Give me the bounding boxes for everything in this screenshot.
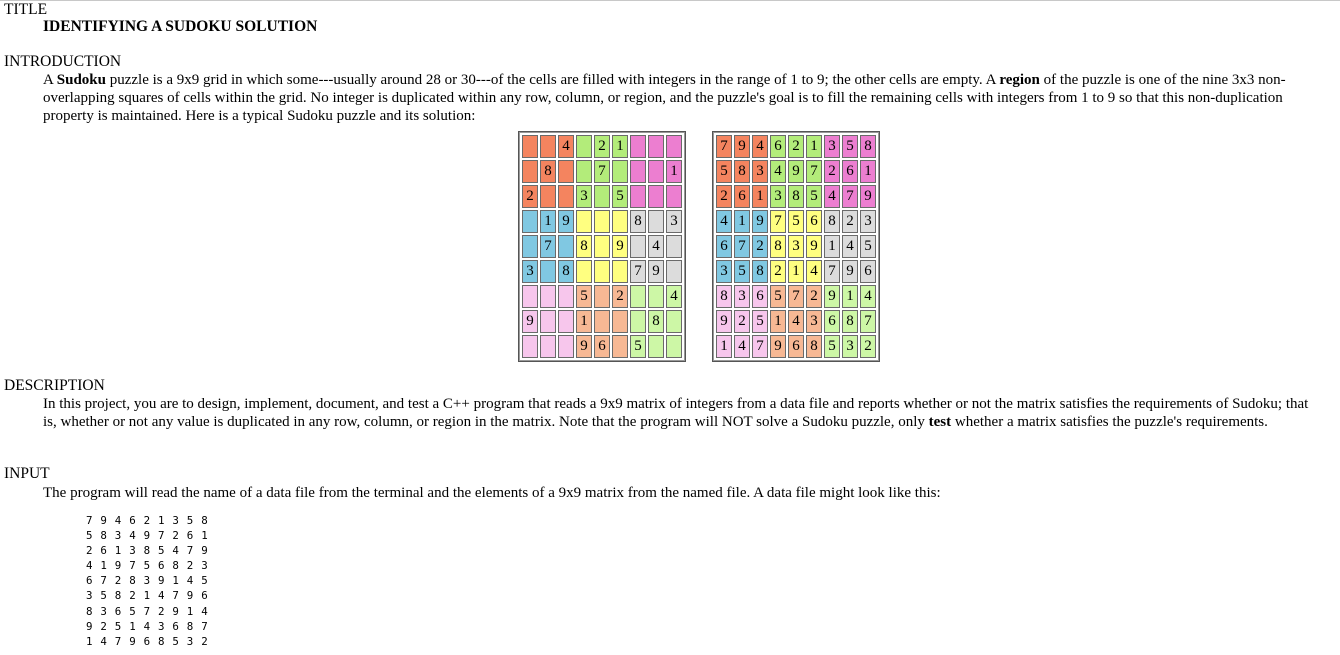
grid-row xyxy=(522,160,682,183)
grid-cell: 6 xyxy=(716,235,732,258)
grid-cell xyxy=(648,185,664,208)
input-heading: INPUT xyxy=(4,465,50,482)
grid-cell xyxy=(540,310,556,333)
grid-cell: 2 xyxy=(770,260,786,283)
grid-cell: 7 xyxy=(716,135,732,158)
solution-table xyxy=(714,133,878,360)
grid-cell xyxy=(666,310,682,333)
grid-cell xyxy=(522,210,538,233)
grid-cell: 7 xyxy=(734,235,750,258)
grid-cell: 8 xyxy=(716,285,732,308)
grid-cell: 5 xyxy=(860,235,876,258)
data-file-example xyxy=(86,513,208,649)
grid-row xyxy=(716,335,876,358)
grid-cell: 9 xyxy=(558,210,574,233)
grid-cell xyxy=(576,210,592,233)
grid-cell: 8 xyxy=(752,260,768,283)
desc-text-1: In this project, you are to design, implement, document, and test a C++ program that reads a 9x9 matrix of integers from a data file and reports whether or not the matrix satisfies the requirements of Sudoku; that is, whether or not any value is duplicated in any row, column, or region in the matrix. Note that the program will NOT solve a Sudoku puzzle, only xyxy=(43,396,1309,430)
grid-cell xyxy=(540,285,556,308)
grid-cell: 5 xyxy=(734,260,750,283)
grid-cell: 3 xyxy=(824,135,840,158)
grid-cell: 7 xyxy=(770,210,786,233)
grid-cell: 9 xyxy=(716,310,732,333)
grid-cell: 8 xyxy=(824,210,840,233)
grid-row xyxy=(522,210,682,233)
grid-cell: 5 xyxy=(788,210,804,233)
data-file-line: 9 2 5 1 4 3 6 8 7 xyxy=(86,619,209,633)
title-heading: TITLE xyxy=(4,1,48,18)
grid-cell: 9 xyxy=(734,135,750,158)
data-file-line: 1 4 7 9 6 8 5 3 2 xyxy=(86,634,209,648)
grid-cell: 8 xyxy=(630,210,646,233)
grid-cell xyxy=(612,210,628,233)
grid-cell: 2 xyxy=(788,135,804,158)
grid-cell: 5 xyxy=(612,185,628,208)
grid-cell: 6 xyxy=(734,185,750,208)
grid-cell xyxy=(594,285,610,308)
grid-cell xyxy=(594,235,610,258)
grid-cell: 4 xyxy=(806,260,822,283)
desc-text-2: whether a matrix satisfies the puzzle's requirements. xyxy=(951,414,1268,430)
intro-text-2: puzzle is a 9x9 grid in which some---usually around 28 or 30---of the cells are filled with integers in the range of 1 to 9; the other cells are empty. A xyxy=(105,72,1000,88)
grid-cell: 7 xyxy=(540,235,556,258)
grid-cell: 4 xyxy=(842,235,858,258)
grid-cell: 9 xyxy=(576,335,592,358)
grid-cell: 4 xyxy=(666,285,682,308)
grid-cell: 3 xyxy=(666,210,682,233)
grid-cell: 1 xyxy=(666,160,682,183)
grid-cell: 1 xyxy=(540,210,556,233)
grid-cell: 6 xyxy=(824,310,840,333)
grid-cell: 4 xyxy=(734,335,750,358)
grid-cell: 9 xyxy=(824,285,840,308)
grid-cell xyxy=(666,335,682,358)
grid-row xyxy=(522,335,682,358)
grid-cell: 4 xyxy=(752,135,768,158)
grid-cell: 3 xyxy=(842,335,858,358)
data-file-line: 7 9 4 6 2 1 3 5 8 xyxy=(86,514,209,527)
intro-text-1: A xyxy=(43,72,57,88)
grid-cell xyxy=(558,335,574,358)
grid-cell: 8 xyxy=(734,160,750,183)
grid-cell: 8 xyxy=(788,185,804,208)
grid-cell: 9 xyxy=(522,310,538,333)
grid-row xyxy=(716,185,876,208)
grid-cell xyxy=(630,135,646,158)
grid-cell: 1 xyxy=(576,310,592,333)
grid-cell xyxy=(648,335,664,358)
grid-cell xyxy=(522,235,538,258)
grid-cell: 3 xyxy=(522,260,538,283)
introduction-paragraph xyxy=(43,71,1323,125)
grid-cell: 9 xyxy=(648,260,664,283)
grid-cell: 6 xyxy=(788,335,804,358)
grid-cell: 3 xyxy=(806,310,822,333)
grid-cell xyxy=(594,210,610,233)
grid-cell xyxy=(522,160,538,183)
sudoku-solution-grid xyxy=(712,131,880,362)
grid-cell xyxy=(630,285,646,308)
grid-cell: 5 xyxy=(576,285,592,308)
grid-cell: 7 xyxy=(788,285,804,308)
grid-cell: 7 xyxy=(860,310,876,333)
grid-cell xyxy=(522,135,538,158)
grid-row xyxy=(522,235,682,258)
grid-cell xyxy=(630,185,646,208)
grid-cell: 7 xyxy=(806,160,822,183)
grid-cell: 6 xyxy=(770,135,786,158)
grid-cell: 5 xyxy=(842,135,858,158)
grid-cell: 1 xyxy=(734,210,750,233)
grid-cell xyxy=(540,260,556,283)
grid-row xyxy=(716,160,876,183)
grid-cell: 7 xyxy=(752,335,768,358)
grid-cell: 8 xyxy=(576,235,592,258)
grid-cell xyxy=(612,160,628,183)
grid-cell xyxy=(648,210,664,233)
grid-cell: 4 xyxy=(716,210,732,233)
grid-cell: 9 xyxy=(752,210,768,233)
grid-cell xyxy=(576,160,592,183)
intro-term-sudoku: Sudoku xyxy=(56,72,106,88)
grid-cell: 1 xyxy=(752,185,768,208)
grid-cell: 1 xyxy=(806,135,822,158)
grid-cell: 3 xyxy=(734,285,750,308)
grid-cell: 2 xyxy=(842,210,858,233)
grid-cell xyxy=(612,310,628,333)
grid-cell: 1 xyxy=(860,160,876,183)
description-paragraph xyxy=(43,395,1318,431)
grid-cell xyxy=(522,285,538,308)
grid-cell: 5 xyxy=(752,310,768,333)
grid-row xyxy=(522,310,682,333)
grid-cell: 3 xyxy=(716,260,732,283)
data-file-line: 5 8 3 4 9 7 2 6 1 xyxy=(86,529,209,543)
introduction-heading: INTRODUCTION xyxy=(4,53,122,70)
grid-cell xyxy=(648,135,664,158)
grid-cell xyxy=(594,260,610,283)
grid-cell: 2 xyxy=(752,235,768,258)
grid-cell: 9 xyxy=(612,235,628,258)
grid-cell xyxy=(522,335,538,358)
grid-cell: 1 xyxy=(770,310,786,333)
grid-cell: 8 xyxy=(648,310,664,333)
grid-cell: 2 xyxy=(734,310,750,333)
grid-cell: 7 xyxy=(842,185,858,208)
grid-cell: 1 xyxy=(788,260,804,283)
grid-row xyxy=(716,310,876,333)
grid-row xyxy=(522,185,682,208)
grid-cell xyxy=(558,310,574,333)
grid-cell: 1 xyxy=(824,235,840,258)
grid-cell: 8 xyxy=(770,235,786,258)
sudoku-puzzle-grid xyxy=(518,131,686,362)
data-file-line: 3 5 8 2 1 4 7 9 6 xyxy=(86,589,209,603)
grid-cell: 6 xyxy=(842,160,858,183)
grid-cell xyxy=(612,335,628,358)
grid-cell: 9 xyxy=(788,160,804,183)
grid-cell: 9 xyxy=(860,185,876,208)
grid-cell xyxy=(630,310,646,333)
data-file-line: 4 1 9 7 5 6 8 2 3 xyxy=(86,559,209,573)
grid-cell xyxy=(666,135,682,158)
data-file-line: 2 6 1 3 8 5 4 7 9 xyxy=(86,544,209,558)
grid-cell xyxy=(612,260,628,283)
grid-cell: 2 xyxy=(716,185,732,208)
grid-cell xyxy=(666,185,682,208)
grid-cell: 5 xyxy=(770,285,786,308)
grid-row xyxy=(716,260,876,283)
grid-cell: 6 xyxy=(594,335,610,358)
grid-cell: 1 xyxy=(612,135,628,158)
grid-cell: 6 xyxy=(806,210,822,233)
grid-cell: 6 xyxy=(752,285,768,308)
grid-cell: 2 xyxy=(522,185,538,208)
grid-cell: 8 xyxy=(806,335,822,358)
grid-cell xyxy=(594,185,610,208)
grid-cell xyxy=(630,235,646,258)
grid-cell xyxy=(594,310,610,333)
grid-cell: 4 xyxy=(824,185,840,208)
grid-cell: 7 xyxy=(630,260,646,283)
grid-cell xyxy=(558,235,574,258)
grid-cell: 7 xyxy=(594,160,610,183)
grid-cell: 4 xyxy=(648,235,664,258)
grid-cell: 2 xyxy=(860,335,876,358)
grid-cell xyxy=(666,235,682,258)
grid-cell: 5 xyxy=(806,185,822,208)
grid-cell: 8 xyxy=(558,260,574,283)
grid-cell: 8 xyxy=(540,160,556,183)
grid-cell xyxy=(576,260,592,283)
grid-cell: 2 xyxy=(824,160,840,183)
grid-row xyxy=(716,235,876,258)
grid-cell: 3 xyxy=(770,185,786,208)
intro-term-region: region xyxy=(999,72,1040,88)
grid-cell: 5 xyxy=(824,335,840,358)
grid-cell: 5 xyxy=(630,335,646,358)
grid-cell: 8 xyxy=(842,310,858,333)
grid-cell: 2 xyxy=(806,285,822,308)
grid-row xyxy=(716,210,876,233)
grid-cell xyxy=(558,160,574,183)
grid-cell xyxy=(540,135,556,158)
grid-cell: 4 xyxy=(860,285,876,308)
desc-term-test: test xyxy=(928,414,952,430)
grid-cell xyxy=(558,185,574,208)
grid-cell: 3 xyxy=(576,185,592,208)
grid-cell: 6 xyxy=(860,260,876,283)
grid-cell xyxy=(540,185,556,208)
puzzle-table xyxy=(520,133,684,360)
page-title: IDENTIFYING A SUDOKU SOLUTION xyxy=(43,18,318,35)
grid-cell: 1 xyxy=(716,335,732,358)
top-divider xyxy=(0,0,1340,1)
grid-cell: 9 xyxy=(842,260,858,283)
grid-row xyxy=(522,135,682,158)
grid-cell: 5 xyxy=(716,160,732,183)
grid-row xyxy=(522,260,682,283)
grid-cell xyxy=(558,285,574,308)
grid-cell: 3 xyxy=(860,210,876,233)
grid-row xyxy=(716,285,876,308)
intro-text-3: of the puzzle is one of the nine 3x3 non-overlapping squares of cells within the grid. No integer is duplicated within any row, column, or region, and the puzzle's goal is to fill the remaining cells with integers from 1 to 9 so that this non-duplication property is maintained. Here is a typical Sudoku puzzle and its solution: xyxy=(43,72,1286,124)
grid-cell xyxy=(648,160,664,183)
grid-cell: 3 xyxy=(752,160,768,183)
grid-cell: 9 xyxy=(806,235,822,258)
grid-cell: 4 xyxy=(770,160,786,183)
data-file-line: 6 7 2 8 3 9 1 4 5 xyxy=(86,574,209,588)
grid-cell xyxy=(630,160,646,183)
grid-cell: 2 xyxy=(594,135,610,158)
data-file-line: 8 3 6 5 7 2 9 1 4 xyxy=(86,604,209,618)
description-heading: DESCRIPTION xyxy=(4,377,105,394)
grid-cell: 2 xyxy=(612,285,628,308)
grid-cell xyxy=(648,285,664,308)
grid-cell: 4 xyxy=(788,310,804,333)
input-paragraph: The program will read the name of a data file from the terminal and the elements of a 9x9 matrix from the named file. A data file might look like this: xyxy=(43,485,941,501)
grid-cell: 8 xyxy=(860,135,876,158)
grid-row xyxy=(522,285,682,308)
grid-cell xyxy=(666,260,682,283)
grid-row xyxy=(716,135,876,158)
grid-cell xyxy=(576,135,592,158)
grid-cell: 9 xyxy=(770,335,786,358)
grid-cell xyxy=(540,335,556,358)
grid-cell: 1 xyxy=(842,285,858,308)
grid-cell: 7 xyxy=(824,260,840,283)
grid-cell: 4 xyxy=(558,135,574,158)
grid-cell: 3 xyxy=(788,235,804,258)
